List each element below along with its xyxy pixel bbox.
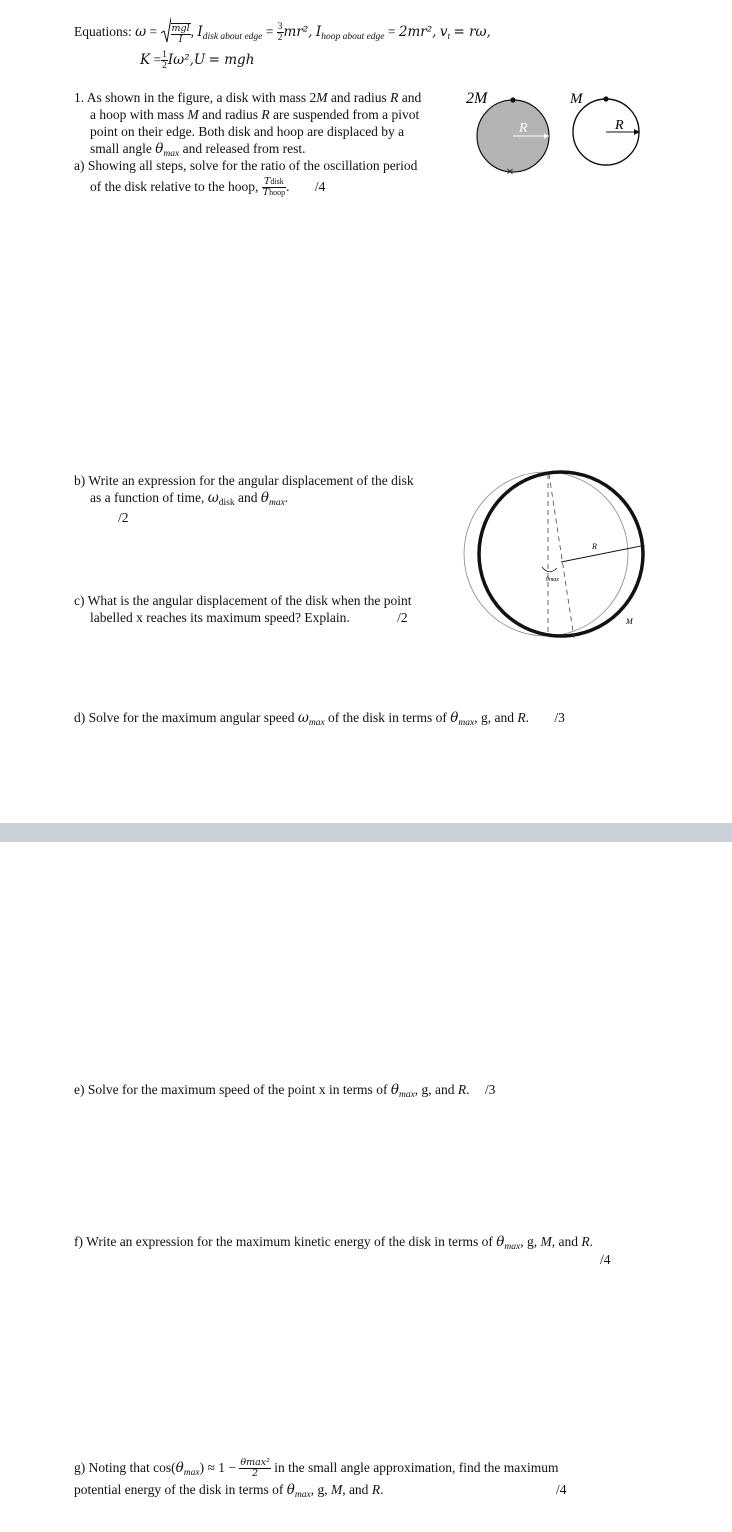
equations-label: Equations: [74,24,132,39]
hoop-mass-label: M [570,91,583,107]
disk-mass-label: 2M [466,90,488,107]
page-separator [0,823,732,842]
point-x-marker: × [506,165,514,180]
marks-a: /4 [314,179,326,194]
hoop-pivot [603,96,608,101]
mass-label: M [626,617,633,626]
marks-f: /4 [600,1252,611,1267]
sqrt-sign [161,17,171,43]
question-e: e) Solve for the maximum speed of the point x in terms of $\theta_{max}$, g, and R. /3 [74,1082,496,1100]
angle-label: θmax [546,577,559,583]
q1-intro: 1. As shown in the figure, a disk with mass 2M and radius R and a hoop with mass M and radius R are suspended from a pivot point on their edge. Both disk and hoop are displaced by a small angle $\theta_{max}$ and released from rest. [74,90,422,159]
marks-d: /3 [554,710,565,725]
equations-line-2: K = $\frac{1}{2}$ Iω²,U = mgh [140,50,255,72]
radius-label: R [592,542,597,551]
disk-radius-label: R [519,121,528,136]
displaced-axis-line [549,474,574,638]
question-g: g) Noting that $\cos(\theta_{max}) \approx 1$ − $\frac{\text{θmax²}}{2}$ in the small angle approximation, find the maximum [74,1457,559,1480]
question-g-line-2: potential energy of the disk in terms of $\theta_{max}$, g, M, and R. [74,1482,384,1500]
question-f: f) Write an expression for the maximum kinetic energy of the disk in terms of $\theta_{max}$, g, M, and R. [74,1234,593,1252]
marks-b: /2 [118,510,129,525]
equations-line-1: Equations: ω = $\frac{\text{mgl}}{I}$ , $I_{disk about edge}$ = $\frac{3}{2}$ mr², $I_{hoop about edge} = 2mr^2$, $v_t = r\omega$, [74,18,491,46]
question-a: a) Showing all steps, solve for the ratio of the oscillation period of the disk relative to the hoop, $\frac{\text{Tdisk}}{\text{Thoop}}$ . /4 [74,158,418,199]
hoop-radius-label: R [615,118,624,133]
sqrt-expression: $\frac{\text{mgl}}{I}$ [161,19,191,47]
figure-disk-hoop [462,86,652,181]
question-d: d) Solve for the maximum angular speed $\omega_{max}$ of the disk in terms of $\theta_{max}$, g, and R. /3 [74,710,565,728]
marks-g: /4 [556,1482,567,1497]
radius-line [561,546,641,562]
question-b: b) Write an expression for the angular displacement of the disk as a function of time, $\omega_{disk}$ and $\theta_{max}$. /2 [74,472,464,526]
marks-c: /2 [397,610,408,625]
rest-position-circle [464,472,628,636]
marks-e: /3 [484,1082,496,1097]
disk-pivot [510,97,515,102]
figure-displaced-disk [462,470,648,642]
displaced-disk-outline [479,472,643,636]
angle-arc [542,567,557,572]
question-c: c) What is the angular displacement of the disk when the point labelled x reaches its maximum speed? Explain. /2 [74,593,412,625]
